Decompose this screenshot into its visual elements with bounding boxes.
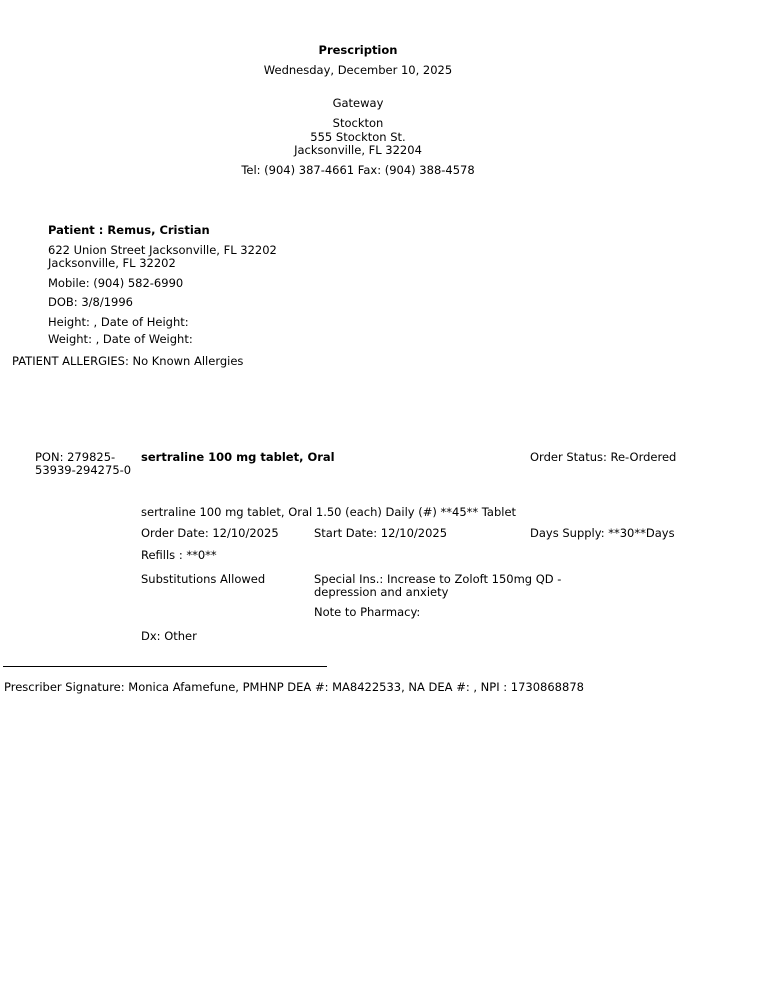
- location-address-line2: Jacksonville, FL 32204: [294, 143, 422, 157]
- pon-line1: PON: 279825-: [35, 450, 116, 464]
- diagnosis: Dx: Other: [141, 629, 197, 643]
- days-supply: Days Supply: **30**Days: [530, 526, 675, 540]
- patient-mobile: Mobile: (904) 582-6990: [48, 276, 184, 290]
- signature-line: [3, 666, 327, 667]
- patient-weight: Weight: , Date of Weight:: [48, 332, 193, 346]
- location-address-line1: 555 Stockton St.: [310, 130, 406, 144]
- substitutions: Substitutions Allowed: [141, 572, 266, 586]
- organization-name: Gateway: [332, 96, 384, 110]
- drug-name: sertraline 100 mg tablet, Oral: [141, 450, 335, 464]
- prescription-date: Wednesday, December 10, 2025: [263, 63, 453, 77]
- page-title: Prescription: [318, 43, 398, 57]
- order-status: Order Status: Re-Ordered: [530, 450, 677, 464]
- order-date: Order Date: 12/10/2025: [141, 526, 279, 540]
- special-instructions: Special Ins.: Increase to Zoloft 150mg QD - depression and anxiety: [314, 572, 562, 599]
- refills: Refills : **0**: [141, 548, 217, 562]
- prescriber-signature: Prescriber Signature: Monica Afamefune, PMHNP DEA #: MA8422533, NA DEA #: , NPI : 1730868878: [4, 680, 584, 694]
- patient-allergies: PATIENT ALLERGIES: No Known Allergies: [12, 354, 244, 368]
- sig-line: sertraline 100 mg tablet, Oral 1.50 (each) Daily (#) **45** Tablet: [141, 505, 517, 519]
- location-phone-fax: Tel: (904) 387-4661 Fax: (904) 388-4578: [241, 163, 475, 177]
- note-to-pharmacy: Note to Pharmacy:: [314, 605, 421, 619]
- start-date: Start Date: 12/10/2025: [314, 526, 448, 540]
- location-name: Stockton: [332, 116, 384, 130]
- patient-address-line2: Jacksonville, FL 32202: [48, 256, 176, 270]
- patient-address-line1: 622 Union Street Jacksonville, FL 32202: [48, 243, 277, 257]
- patient-name: Patient : Remus, Cristian: [48, 223, 210, 237]
- patient-dob: DOB: 3/8/1996: [48, 295, 133, 309]
- patient-height: Height: , Date of Height:: [48, 315, 189, 329]
- pon-line2: 53939-294275-0: [35, 463, 132, 477]
